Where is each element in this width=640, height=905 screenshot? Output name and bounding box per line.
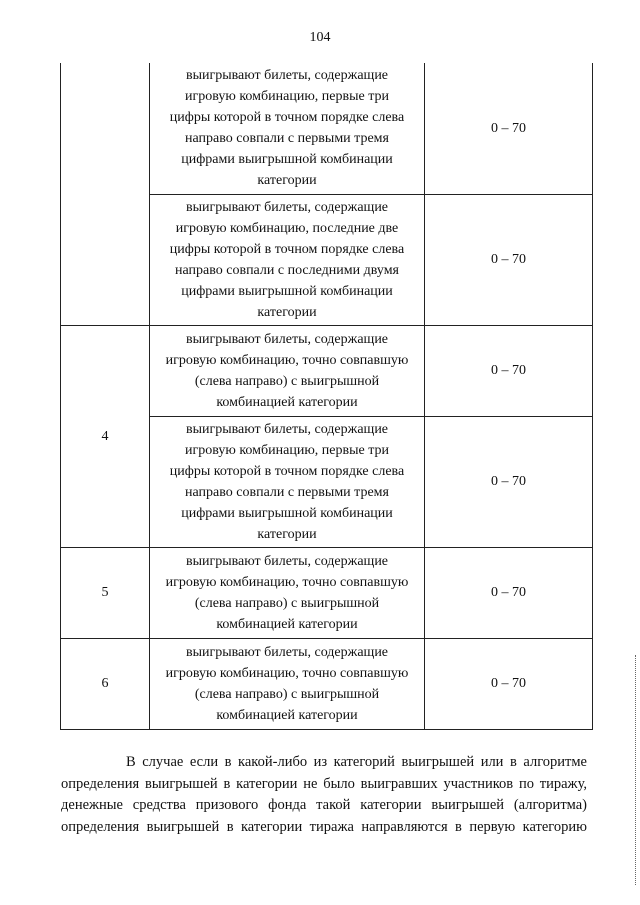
category-cell: 4 <box>61 325 150 547</box>
description-cell: выигрывают билеты, содержащие игровую комбинацию, последние две цифры которой в точном порядке слева направо совпали с последними двумя цифрами выигрышной комбинации категории <box>150 194 425 325</box>
range-cell: 0 – 70 <box>425 194 593 325</box>
description-cell: выигрывают билеты, содержащие игровую комбинацию, точно совпавшую (слева направо) с выигрышной комбинацией категории <box>150 325 425 416</box>
paragraph-line: денежные средства призового фонда такой категории выигрышей (алгоритма) <box>61 797 587 813</box>
body-paragraph <box>61 752 587 838</box>
table-row <box>61 325 593 416</box>
category-cell-continued <box>61 63 150 325</box>
description-cell: выигрывают билеты, содержащие игровую комбинацию, первые три цифры которой в точном порядке слева направо совпали с первыми тремя цифрами выигрышной комбинации категории <box>150 63 425 194</box>
description-cell: выигрывают билеты, содержащие игровую комбинацию, точно совпавшую (слева направо) с выигрышной комбинацией категории <box>150 547 425 638</box>
range-cell: 0 – 70 <box>425 325 593 416</box>
range-cell: 0 – 70 <box>425 416 593 547</box>
paragraph-line: В случае если в какой-либо из категорий выигрышей или в алгоритме <box>126 754 587 770</box>
description-cell: выигрывают билеты, содержащие игровую комбинацию, точно совпавшую (слева направо) с выигрышной комбинацией категории <box>150 638 425 729</box>
description-cell: выигрывают билеты, содержащие игровую комбинацию, первые три цифры которой в точном порядке слева направо совпали с первыми тремя цифрами выигрышной комбинации категории <box>150 416 425 547</box>
range-cell: 0 – 70 <box>425 63 593 194</box>
page-number: 104 <box>309 30 331 45</box>
paragraph-line: определения выигрышей в категории не было выигравших участников по тиражу, <box>61 775 587 792</box>
paragraph-line: определения выигрышей в категории тиража направляются в первую категорию <box>61 818 587 835</box>
table-row <box>61 638 593 729</box>
table-row <box>61 547 593 638</box>
prize-distribution-table <box>60 63 593 730</box>
scan-margin-mark <box>635 655 637 885</box>
category-cell: 6 <box>61 638 150 729</box>
category-cell: 5 <box>61 547 150 638</box>
table-row <box>61 63 593 194</box>
range-cell: 0 – 70 <box>425 638 593 729</box>
range-cell: 0 – 70 <box>425 547 593 638</box>
